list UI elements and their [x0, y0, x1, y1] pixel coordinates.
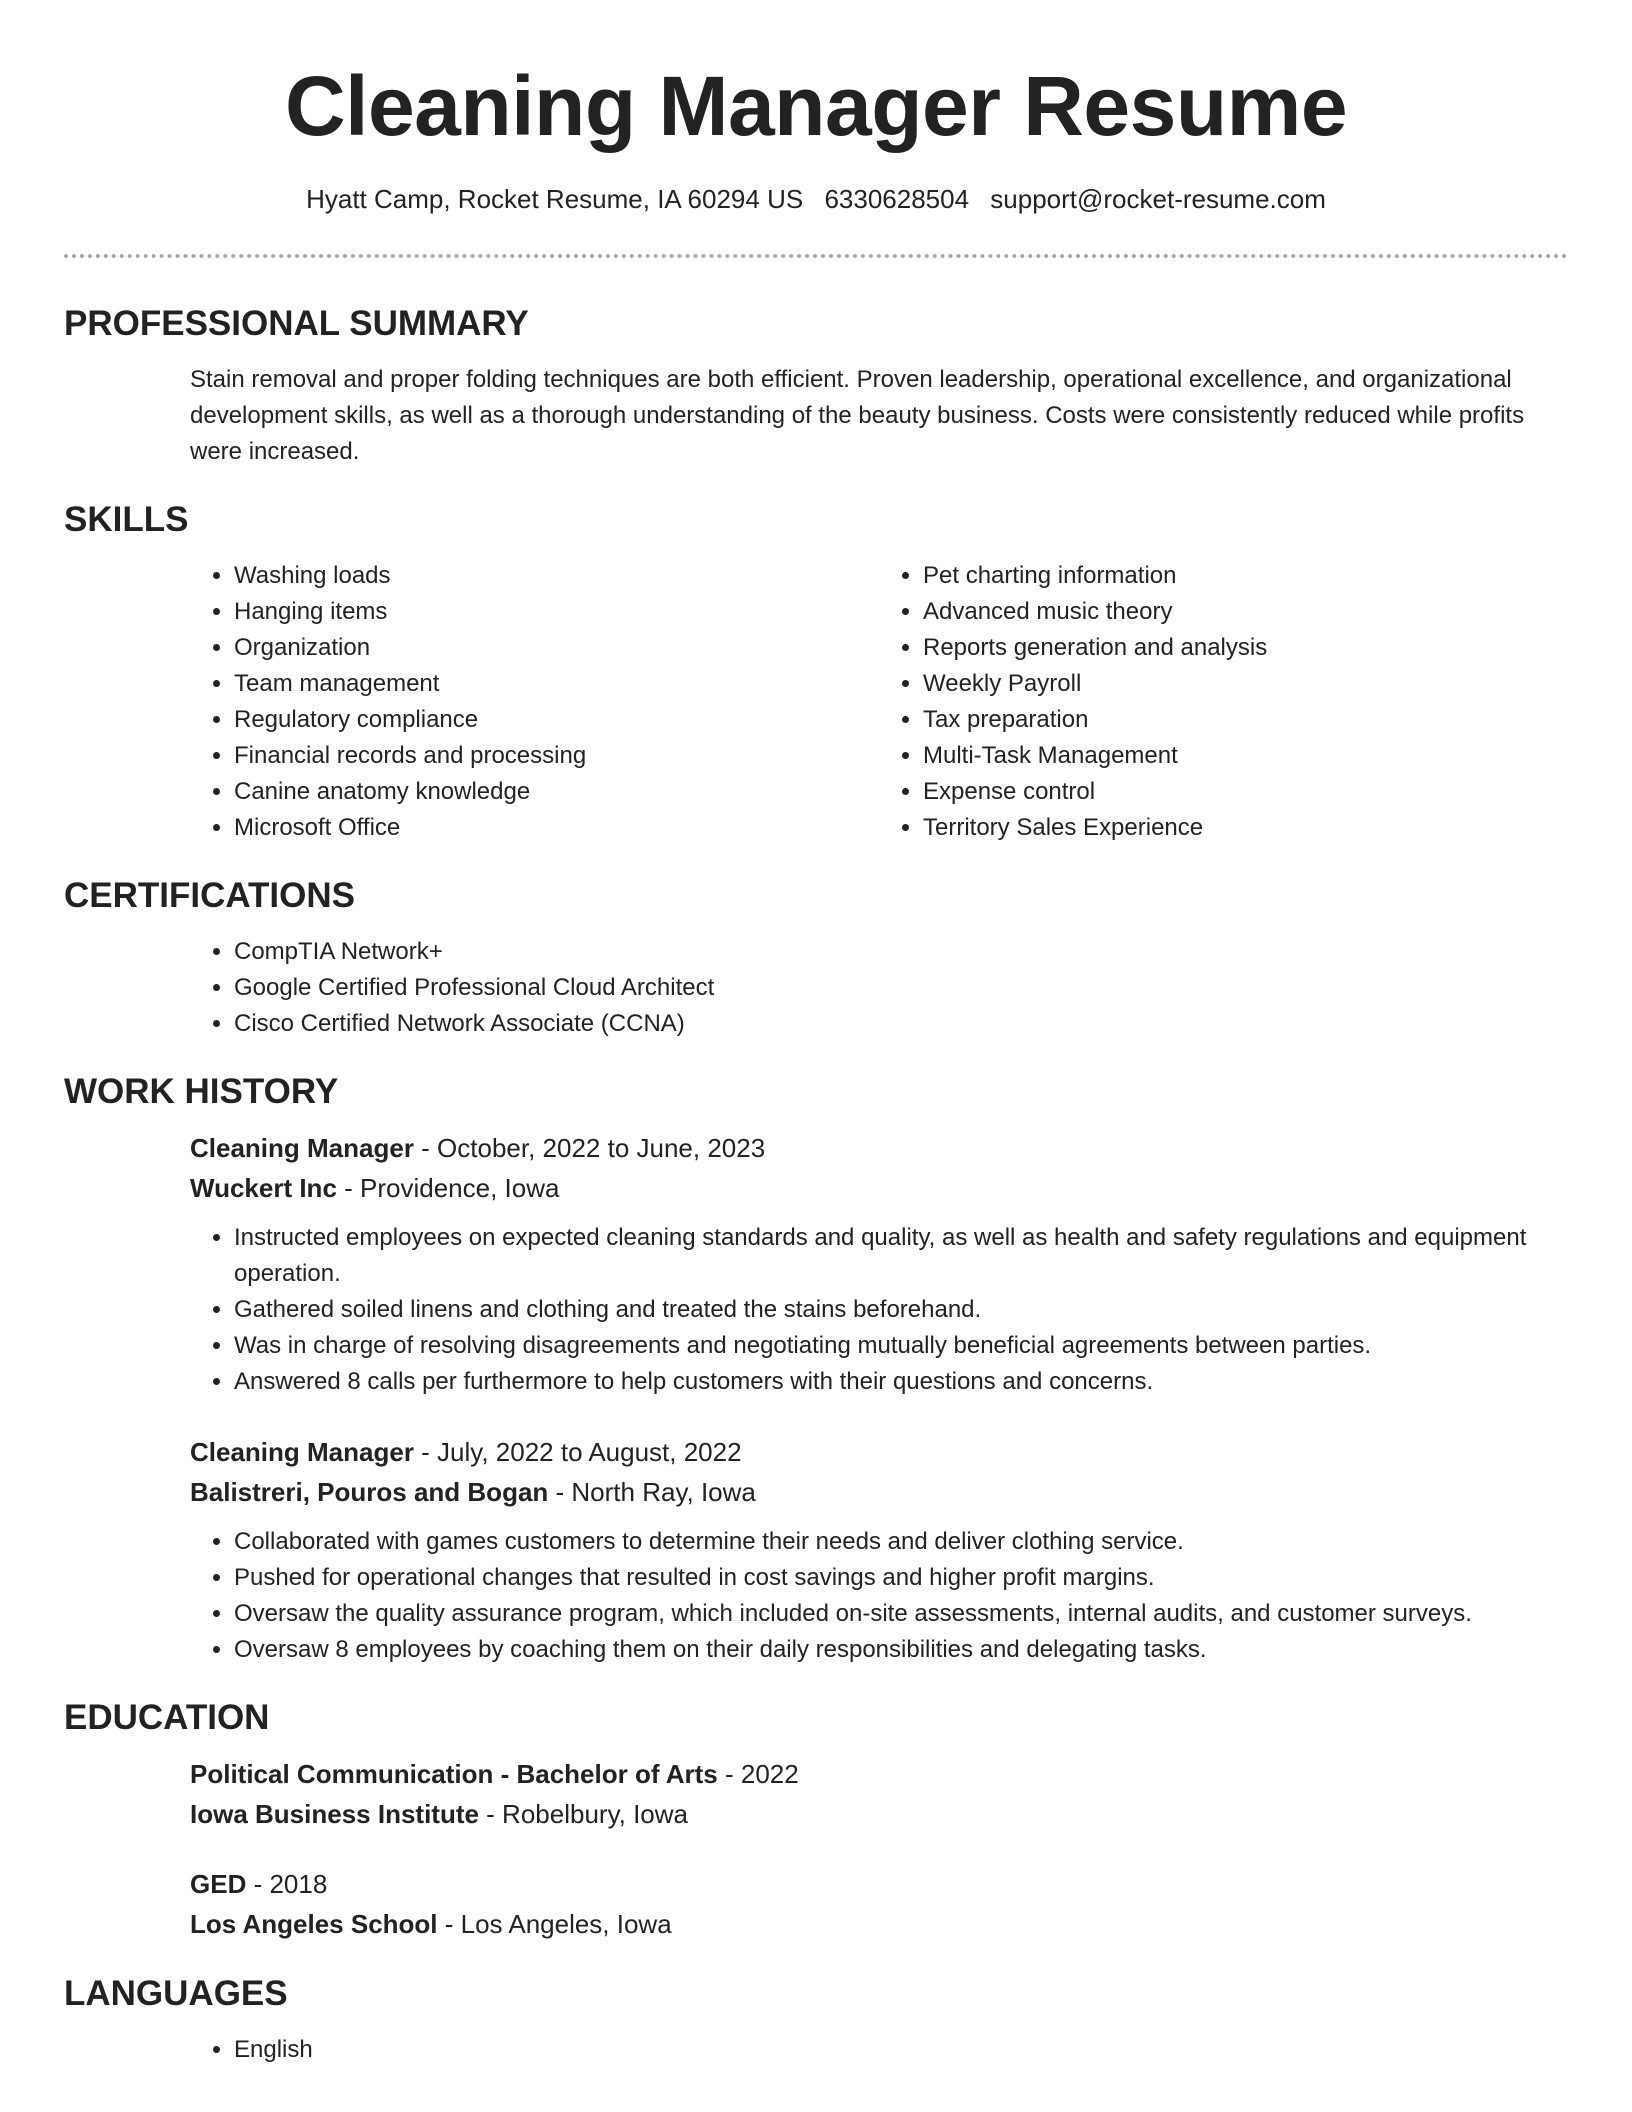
job-company: Wuckert Inc: [190, 1173, 337, 1203]
job-entry: [190, 1128, 1568, 1400]
education-year: - 2018: [246, 1869, 328, 1899]
job-bullet: • Instructed employees on expected cleaning standards and quality, as well as health and safety regulations and equipment operation.: [234, 1220, 1568, 1292]
job-title-line: [190, 1128, 1568, 1168]
education-degree-line: [190, 1754, 1568, 1794]
job-bullets: [190, 1524, 1568, 1668]
skill-item: • Multi-Task Management: [923, 738, 1568, 774]
education-degree: GED: [190, 1869, 247, 1899]
job-bullet: • Pushed for operational changes that resulted in cost savings and higher profit margins.: [234, 1560, 1568, 1596]
skill-item: • Reports generation and analysis: [923, 630, 1568, 666]
job-entry: [190, 1432, 1568, 1668]
resume-title: Cleaning Manager Resume: [284, 59, 1348, 153]
job-bullet: • Was in charge of resolving disagreements and negotiating mutually beneficial agreements between parties.: [234, 1328, 1568, 1364]
education-school-line: [190, 1904, 1568, 1944]
skills-section: [64, 498, 1568, 846]
job-role: Cleaning Manager: [190, 1437, 414, 1467]
skill-item: • Territory Sales Experience: [923, 810, 1568, 846]
job-bullets: [190, 1220, 1568, 1400]
skill-item: • Weekly Payroll: [923, 666, 1568, 702]
section-title-education: EDUCATION: [64, 1698, 270, 1737]
certification-item: • CompTIA Network+: [234, 934, 1568, 970]
skills-list-right: [879, 558, 1568, 846]
contact-email: support@rocket-resume.com: [990, 184, 1326, 214]
language-item: • English: [234, 2032, 1568, 2068]
header-divider: [64, 254, 1568, 258]
education-entry: [190, 1754, 1568, 1834]
job-bullet: • Answered 8 calls per furthermore to help customers with their questions and concerns.: [234, 1364, 1568, 1400]
certifications-list: [190, 934, 1568, 1042]
skill-item: • Team management: [234, 666, 879, 702]
job-location: - Providence, Iowa: [336, 1173, 560, 1203]
education-location: - Los Angeles, Iowa: [437, 1909, 672, 1939]
skill-item: • Expense control: [923, 774, 1568, 810]
education-school: Iowa Business Institute: [190, 1799, 479, 1829]
section-title-languages: LANGUAGES: [64, 1974, 288, 2013]
job-company-line: [190, 1472, 1568, 1512]
section-title-certifications: CERTIFICATIONS: [64, 876, 356, 915]
skill-item: • Canine anatomy knowledge: [234, 774, 879, 810]
skill-item: • Washing loads: [234, 558, 879, 594]
section-title-skills: SKILLS: [64, 500, 189, 539]
education-year: - 2022: [717, 1759, 799, 1789]
skill-item: • Pet charting information: [923, 558, 1568, 594]
education-entry: [190, 1864, 1568, 1944]
education-location: - Robelbury, Iowa: [478, 1799, 689, 1829]
summary-text: Stain removal and proper folding techniques are both efficient. Proven leadership, operational excellence, and organizational development skills, as well as a thorough understanding of the beauty business. Costs were consistently reduced while profits were increased.: [190, 366, 1525, 465]
skill-item: • Advanced music theory: [923, 594, 1568, 630]
work-history-section: [64, 1070, 1568, 1668]
job-bullet: • Oversaw 8 employees by coaching them on their daily responsibilities and delegating tasks.: [234, 1632, 1568, 1668]
section-title-work: WORK HISTORY: [64, 1072, 339, 1111]
education-degree-line: [190, 1864, 1568, 1904]
contact-line: [0, 182, 1632, 216]
job-bullet: • Oversaw the quality assurance program, which included on-site assessments, internal audits, and customer surveys.: [234, 1596, 1568, 1632]
job-title-line: [190, 1432, 1568, 1472]
skill-item: • Tax preparation: [923, 702, 1568, 738]
job-location: - North Ray, Iowa: [548, 1477, 756, 1507]
skill-item: • Hanging items: [234, 594, 879, 630]
certifications-section: [64, 874, 1568, 1042]
skills-list-left: [190, 558, 879, 846]
job-dates: - October, 2022 to June, 2023: [413, 1133, 766, 1163]
languages-section: [64, 1972, 1568, 2068]
skill-item: • Regulatory compliance: [234, 702, 879, 738]
job-company-line: [190, 1168, 1568, 1208]
section-title-summary: PROFESSIONAL SUMMARY: [64, 304, 529, 343]
education-degree: Political Communication - Bachelor of Arts: [190, 1759, 718, 1789]
job-role: Cleaning Manager: [190, 1133, 414, 1163]
job-bullet: • Collaborated with games customers to determine their needs and deliver clothing service.: [234, 1524, 1568, 1560]
certification-item: • Cisco Certified Network Associate (CCNA): [234, 1006, 1568, 1042]
job-dates: - July, 2022 to August, 2022: [413, 1437, 742, 1467]
contact-phone: 6330628504: [824, 184, 970, 214]
skill-item: • Financial records and processing: [234, 738, 879, 774]
certification-item: • Google Certified Professional Cloud Architect: [234, 970, 1568, 1006]
languages-list: [190, 2032, 1568, 2068]
job-company: Balistreri, Pouros and Bogan: [190, 1477, 549, 1507]
education-school: Los Angeles School: [190, 1909, 438, 1939]
job-bullet: • Gathered soiled linens and clothing and treated the stains beforehand.: [234, 1292, 1568, 1328]
contact-address: Hyatt Camp, Rocket Resume, IA 60294 US: [306, 184, 804, 214]
summary-section: [64, 302, 1568, 470]
skill-item: • Microsoft Office: [234, 810, 879, 846]
skill-item: • Organization: [234, 630, 879, 666]
resume-header: [0, 0, 1632, 216]
education-school-line: [190, 1794, 1568, 1834]
education-section: [64, 1696, 1568, 1944]
